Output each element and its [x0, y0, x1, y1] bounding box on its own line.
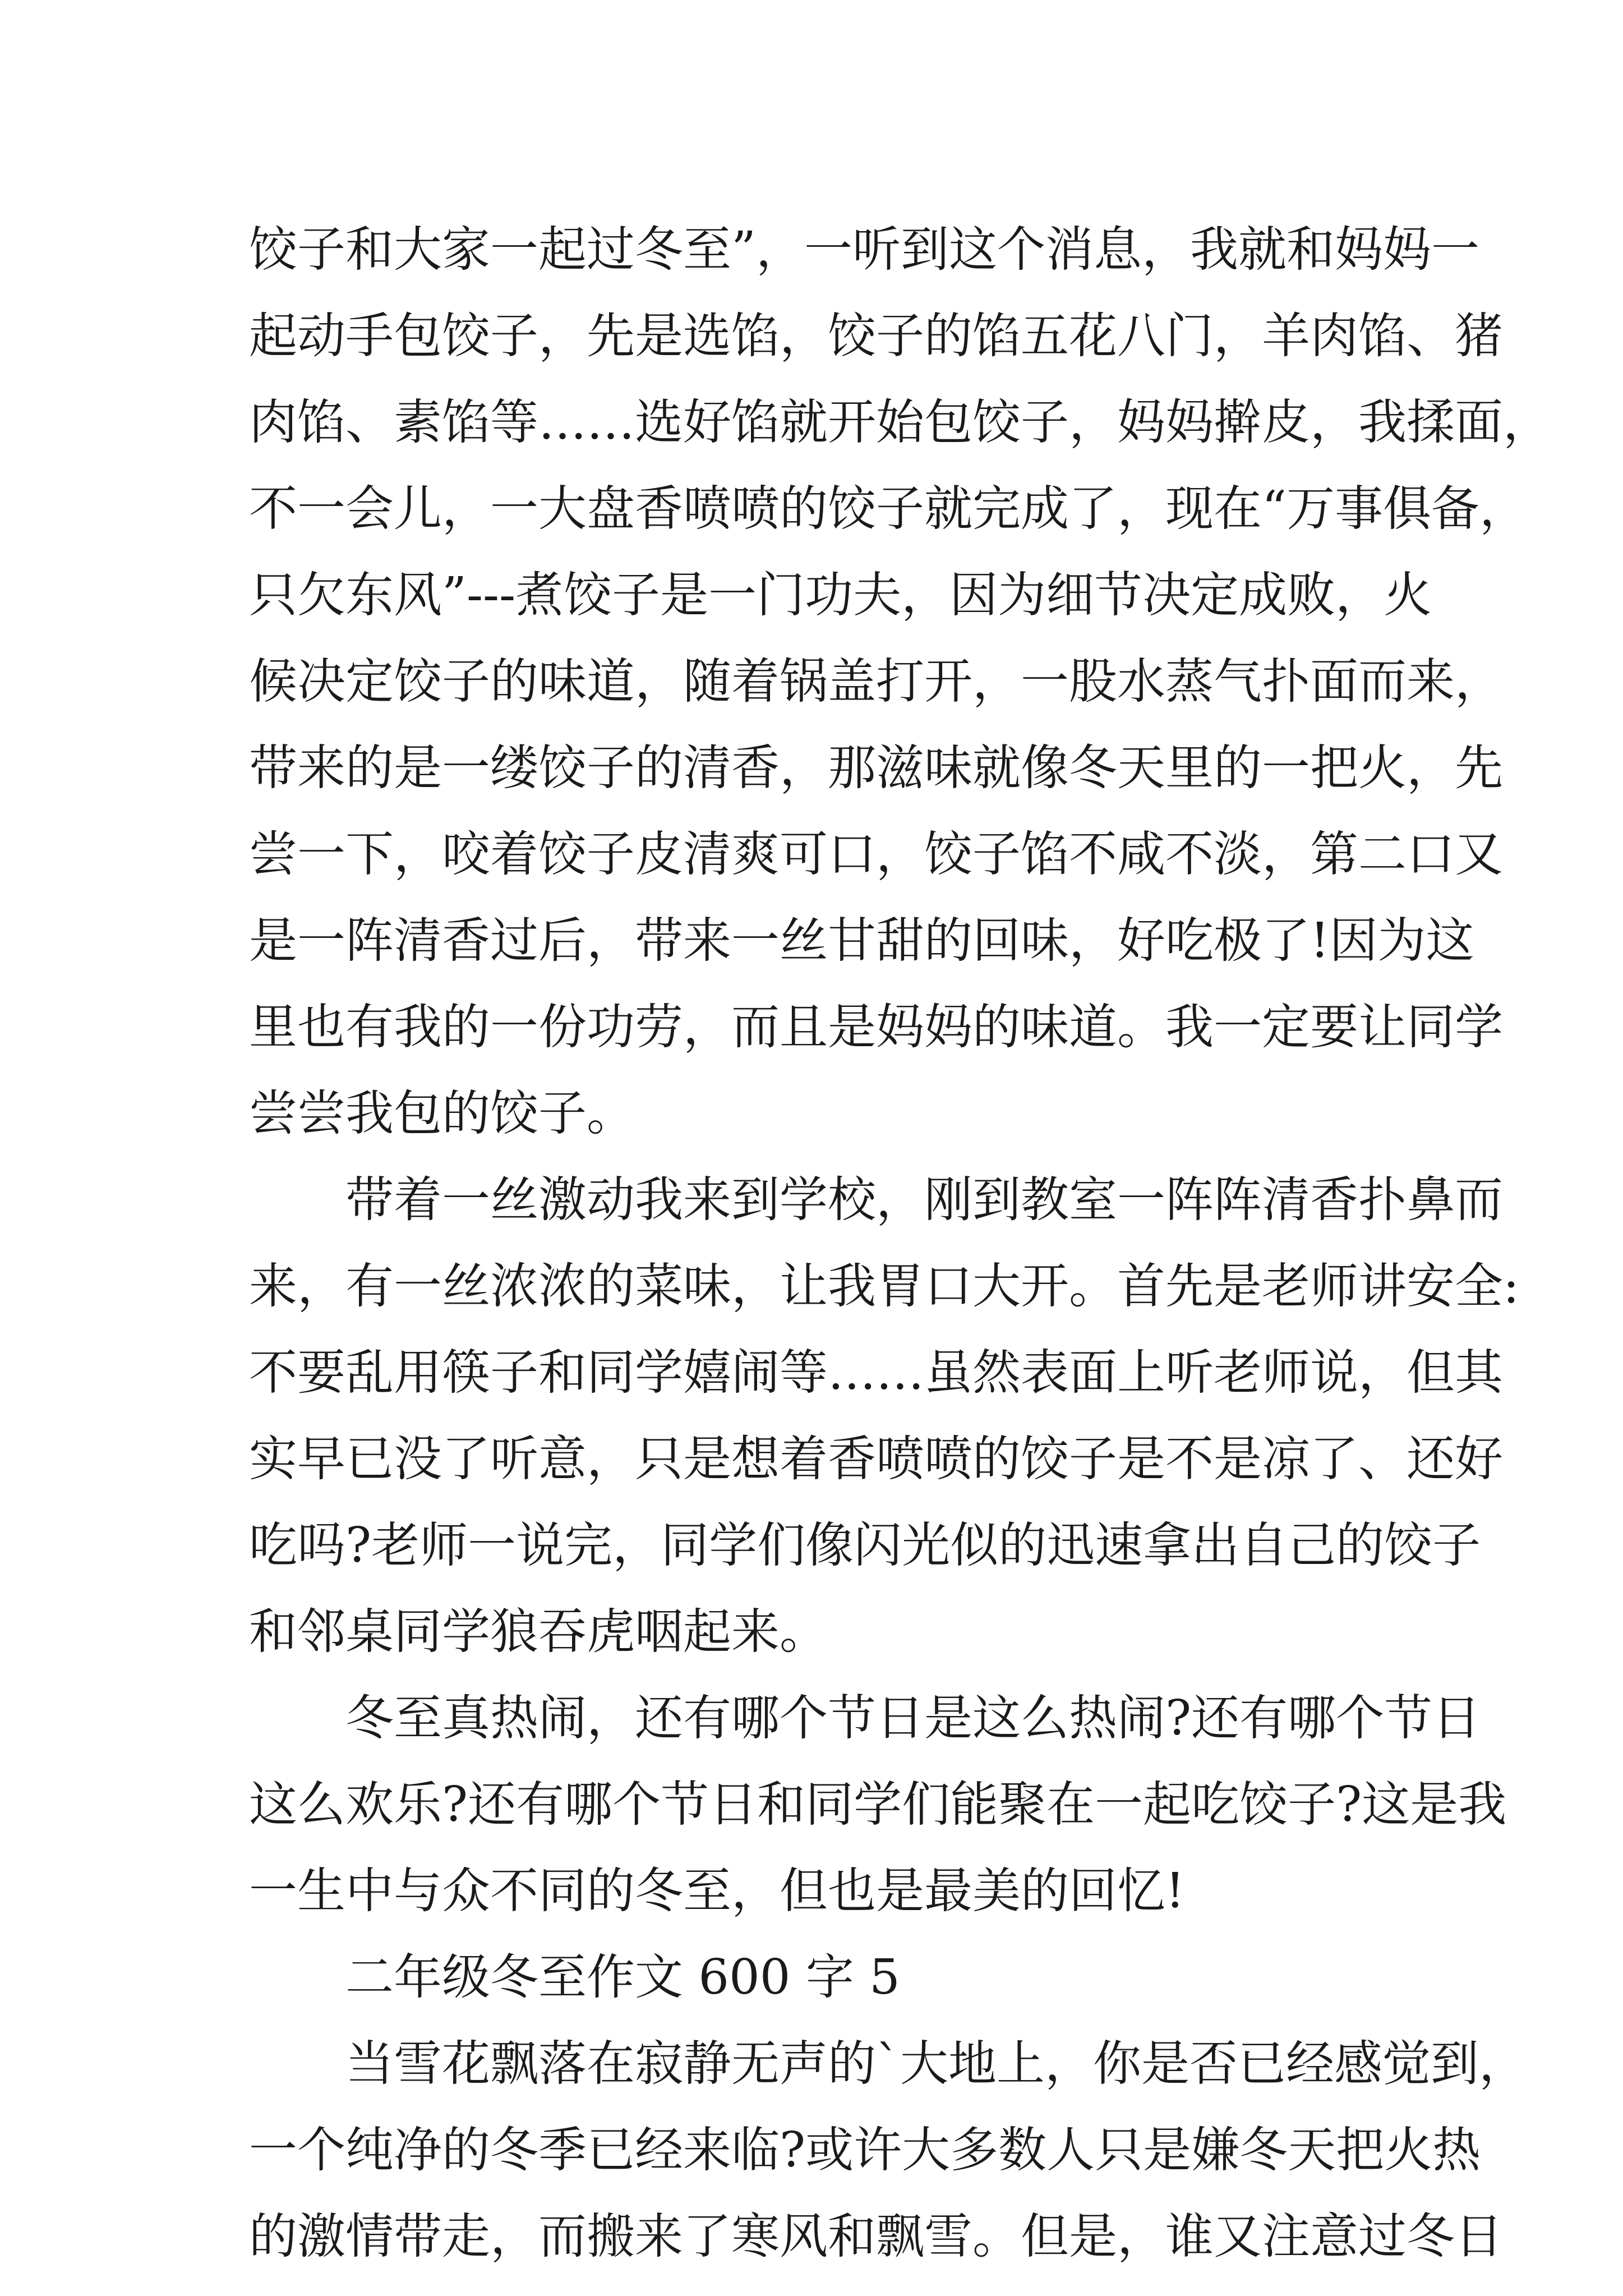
text-line: 候决定饺子的味道，随着锅盖打开，一股水蒸气扑面而来，: [249, 654, 1503, 710]
text-line: 不要乱用筷子和同学嬉闹等……虽然表面上听老师说，但其: [249, 1345, 1503, 1401]
text-line: 一个纯净的冬季已经来临?或许大多数人只是嫌冬天把火热: [249, 2122, 1481, 2178]
text-line: 尝尝我包的饺子。: [249, 1085, 635, 1142]
text-line: 带来的是一缕饺子的清香，那滋味就像冬天里的一把火，先: [249, 740, 1503, 796]
text-line: 尝一下，咬着饺子皮清爽可口，饺子馅不咸不淡，第二口又: [249, 826, 1503, 882]
text-line: 饺子和大家一起过冬至”，一听到这个消息，我就和妈妈一: [249, 222, 1479, 278]
text-line: 里也有我的一份功劳，而且是妈妈的味道。我一定要让同学: [249, 999, 1503, 1055]
text-line: 一生中与众不同的冬至，但也是最美的回忆!: [249, 1863, 1185, 1919]
essay-text: [249, 206, 1551, 2280]
text-line: 这么欢乐?还有哪个节日和同学们能聚在一起吃饺子?这是我: [249, 1777, 1507, 1833]
text-line: 肉馅、素馅等……选好馅就开始包饺子，妈妈擀皮，我揉面，: [249, 394, 1551, 450]
text-line: 不一会儿，一大盘香喷喷的饺子就完成了，现在“万事俱备，: [249, 481, 1528, 537]
text-line: 二年级冬至作文 600 字 5: [345, 1949, 900, 2005]
text-line: 的激情带走，而搬来了寒风和飘雪。但是，谁又注意过冬日: [249, 2208, 1503, 2265]
text-line: 起动手包饺子，先是选馅，饺子的馅五花八门，羊肉馅、猪: [249, 308, 1503, 364]
text-line: 当雪花飘落在寂静无声的`大地上，你是否已经感觉到，: [345, 2036, 1527, 2092]
text-line: 来，有一丝浓浓的菜味，让我胃口大开。首先是老师讲安全:: [249, 1258, 1519, 1314]
text-line: 带着一丝激动我来到学校，刚到教室一阵阵清香扑鼻而: [345, 1172, 1503, 1228]
text-line: 实早已没了听意，只是想着香喷喷的饺子是不是凉了、还好: [249, 1431, 1503, 1487]
text-line: 是一阵清香过后，带来一丝甘甜的回味，好吃极了!因为这: [249, 913, 1474, 969]
text-line: 只欠东风”---煮饺子是一门功夫，因为细节决定成败，火: [249, 567, 1432, 623]
text-line: 和邻桌同学狼吞虎咽起来。: [249, 1604, 828, 1660]
text-line: 冬至真热闹，还有哪个节日是这么热闹?还有哪个节日: [345, 1690, 1481, 1746]
text-line: 吃吗?老师一说完，同学们像闪光似的迅速拿出自己的饺子: [249, 1517, 1481, 1573]
